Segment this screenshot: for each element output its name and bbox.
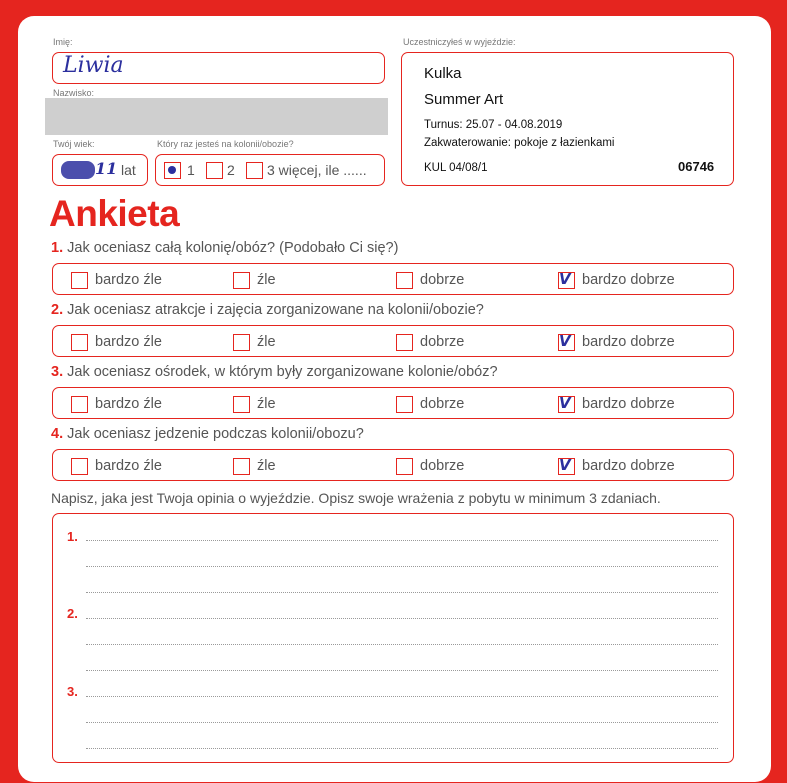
age-field[interactable] (52, 154, 148, 186)
q4-option-bad[interactable]: źle (233, 456, 276, 476)
checkbox[interactable] (396, 396, 413, 413)
q2-option-very-bad[interactable]: bardzo źle (71, 332, 162, 352)
age-value: 11 (95, 159, 118, 178)
age-label: Twój wiek: (53, 139, 95, 149)
checkbox[interactable] (396, 334, 413, 351)
rating-row-4 (52, 449, 734, 481)
checkbox[interactable] (396, 458, 413, 475)
q1-option-bad[interactable]: źle (233, 270, 276, 290)
q3-option-very-good[interactable]: V bardzo dobrze (558, 394, 675, 414)
checkbox[interactable] (71, 396, 88, 413)
name-value: Liwia (63, 53, 124, 78)
question-3: 3. Jak oceniasz ośrodek, w którym były zorganizowane kolonie/obóz? (51, 364, 498, 380)
rating-row-1 (52, 263, 734, 295)
name-label: Imię: (53, 37, 73, 47)
q1-option-very-bad[interactable]: bardzo źle (71, 270, 162, 290)
opinion-line (86, 566, 718, 567)
checkbox-checked[interactable] (558, 334, 575, 351)
rating-row-3 (52, 387, 734, 419)
checkbox[interactable] (233, 458, 250, 475)
survey-title: Ankieta (49, 193, 180, 234)
rating-row-2 (52, 325, 734, 357)
form-number: 06746 (678, 159, 715, 174)
opinion-number-3: 3. (67, 684, 78, 699)
checkbox-checked[interactable] (558, 396, 575, 413)
checkbox[interactable] (233, 272, 250, 289)
times-option-2: 2 (227, 162, 235, 178)
opinion-number-2: 2. (67, 606, 78, 621)
times-field (155, 154, 385, 186)
opinion-line (86, 618, 718, 619)
checkbox[interactable] (71, 458, 88, 475)
times-checkbox-1[interactable] (164, 162, 181, 179)
q3-option-very-bad[interactable]: bardzo źle (71, 394, 162, 414)
opinion-prompt: Napisz, jaka jest Twoja opinia o wyjeździe. Opisz swoje wrażenia z pobytu w minimum 3 zdaniach. (51, 490, 661, 506)
times-checkbox-3[interactable] (246, 162, 263, 179)
age-unit: lat (121, 162, 136, 178)
times-label: Który raz jesteś na kolonii/obozie? (157, 139, 294, 149)
times-checkbox-2[interactable] (206, 162, 223, 179)
program-name: Summer Art (424, 91, 504, 108)
camp-code: KUL 04/08/1 (424, 162, 488, 174)
checkbox-checked[interactable] (558, 272, 575, 289)
checkbox-checked[interactable] (558, 458, 575, 475)
checkbox[interactable] (71, 334, 88, 351)
participant-info-box (401, 52, 734, 186)
question-2: 2. Jak oceniasz atrakcje i zajęcia zorganizowane na kolonii/obozie? (51, 302, 484, 318)
q3-option-bad[interactable]: źle (233, 394, 276, 414)
opinion-line (86, 644, 718, 645)
q3-option-good[interactable]: dobrze (396, 394, 464, 414)
q2-option-very-good[interactable]: V bardzo dobrze (558, 332, 675, 352)
opinion-line (86, 722, 718, 723)
question-1: 1. Jak oceniasz całą kolonię/obóz? (Podobało Ci się?) (51, 240, 399, 256)
q4-option-good[interactable]: dobrze (396, 456, 464, 476)
q4-option-very-good[interactable]: V bardzo dobrze (558, 456, 675, 476)
opinion-line (86, 592, 718, 593)
opinion-line (86, 748, 718, 749)
participant-label: Uczestniczyłeś w wyjeździe: (403, 37, 516, 47)
q4-option-very-bad[interactable]: bardzo źle (71, 456, 162, 476)
surname-redacted (45, 98, 388, 135)
surname-label: Nazwisko: (53, 88, 95, 98)
times-option-3: 3 więcej, ile ...... (267, 162, 367, 178)
turnus: Turnus: 25.07 - 04.08.2019 (424, 119, 563, 131)
camp-name: Kulka (424, 65, 462, 82)
checkbox[interactable] (233, 396, 250, 413)
times-option-1: 1 (187, 162, 195, 178)
times-mark (168, 166, 176, 174)
q1-option-very-good[interactable]: V bardzo dobrze (558, 270, 675, 290)
opinion-box[interactable] (52, 513, 734, 763)
age-scribble (61, 161, 95, 179)
q2-option-bad[interactable]: źle (233, 332, 276, 352)
opinion-line (86, 696, 718, 697)
accommodation: Zakwaterowanie: pokoje z łazienkami (424, 137, 615, 149)
checkbox[interactable] (71, 272, 88, 289)
checkbox[interactable] (396, 272, 413, 289)
checkbox[interactable] (233, 334, 250, 351)
opinion-line (86, 670, 718, 671)
opinion-number-1: 1. (67, 529, 78, 544)
question-4: 4. Jak oceniasz jedzenie podczas kolonii/obozu? (51, 426, 364, 442)
opinion-line (86, 540, 718, 541)
q2-option-good[interactable]: dobrze (396, 332, 464, 352)
q1-option-good[interactable]: dobrze (396, 270, 464, 290)
name-field[interactable] (52, 52, 385, 84)
